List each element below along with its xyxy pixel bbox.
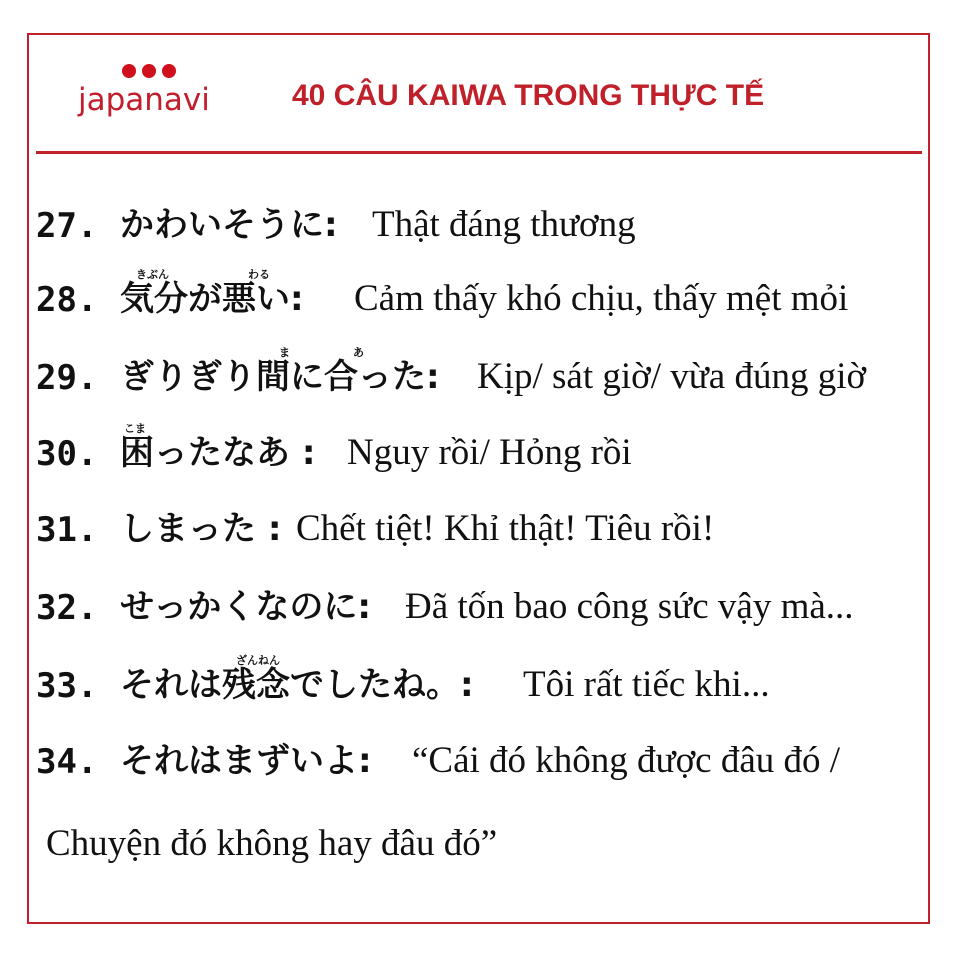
vietnamese-meaning: Đã tốn bao công sức vậy mà... — [405, 586, 854, 627]
furigana: わる — [248, 268, 270, 281]
logo-dot-icon — [142, 64, 156, 78]
logo-dot-icon — [122, 64, 136, 78]
furigana: ま — [279, 346, 290, 359]
phrase-number: 32. — [36, 588, 98, 628]
furigana: ざんねん — [236, 654, 280, 667]
japanese-phrase: 気分が悪い: — [120, 279, 304, 319]
vietnamese-meaning: Thật đáng thương — [372, 204, 636, 245]
vietnamese-meaning: Tôi rất tiếc khi... — [523, 664, 770, 705]
vietnamese-meaning-continuation: Chuyện đó không hay đâu đó” — [46, 823, 498, 864]
phrase-number: 34. — [36, 742, 98, 782]
japanese-phrase: それはまずいよ: — [120, 741, 372, 781]
japanese-phrase: かわいそうに: — [120, 205, 338, 245]
logo-dot-icon — [162, 64, 176, 78]
phrase-number: 29. — [36, 358, 98, 398]
vietnamese-meaning: Chết tiệt! Khỉ thật! Tiêu rồi! — [296, 508, 715, 549]
phrase-number: 30. — [36, 434, 98, 474]
japanese-phrase: ぎりぎり間に合った: — [120, 357, 440, 397]
page-title: 40 CÂU KAIWA TRONG THỰC TẾ — [292, 79, 765, 112]
phrase-number: 31. — [36, 510, 98, 550]
phrase-number: 33. — [36, 666, 98, 706]
phrase-number: 28. — [36, 280, 98, 320]
japanese-phrase: せっかくなのに: — [120, 587, 371, 627]
vietnamese-meaning: “Cái đó không được đâu đó / — [412, 740, 841, 781]
japanese-phrase: それは残念でしたね。: — [120, 665, 474, 705]
vietnamese-meaning: Cảm thấy khó chịu, thấy mệt mỏi — [354, 278, 849, 319]
japanese-phrase: しまった : — [120, 509, 282, 549]
furigana: きぶん — [136, 268, 169, 281]
furigana: こま — [124, 422, 146, 435]
japanese-phrase: 困ったなあ : — [120, 433, 316, 473]
page-frame — [27, 33, 930, 924]
logo-wordmark: japanavi — [78, 82, 210, 118]
vietnamese-meaning: Nguy rồi/ Hỏng rồi — [347, 432, 632, 473]
vietnamese-meaning: Kịp/ sát giờ/ vừa đúng giờ — [477, 356, 867, 397]
japanavi-logo — [78, 64, 228, 128]
phrase-number: 27. — [36, 206, 98, 246]
header-divider — [36, 151, 922, 154]
furigana: あ — [353, 346, 364, 359]
